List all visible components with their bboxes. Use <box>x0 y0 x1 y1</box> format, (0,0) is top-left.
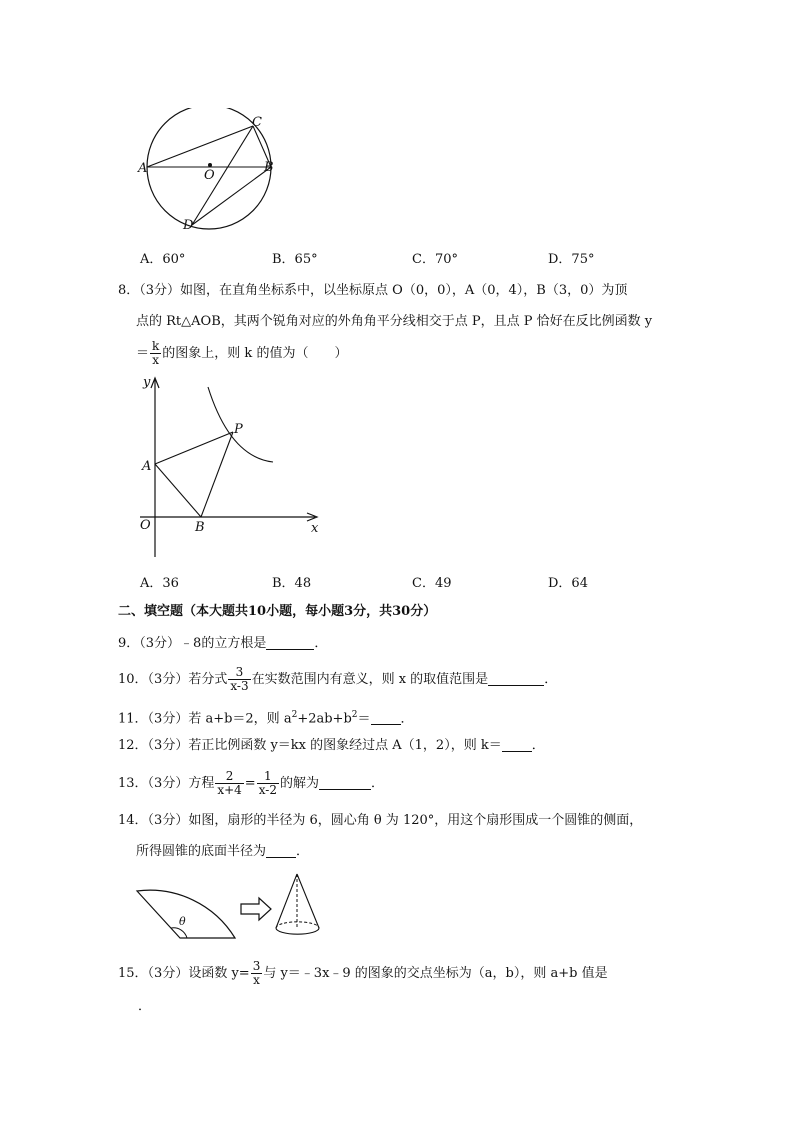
q8-segment-bp <box>201 432 233 517</box>
q14-sector <box>137 890 235 938</box>
q14-cone-left <box>276 874 297 928</box>
q15-line2: ． <box>138 999 152 1014</box>
q14-cone-base-front <box>276 928 319 934</box>
q8-segment-ap <box>155 432 233 464</box>
q11-exp1: 2 <box>291 710 298 720</box>
q7-label-c: C <box>252 115 262 130</box>
q8-label-y: y <box>143 375 151 390</box>
q8-label-a: A <box>142 459 152 474</box>
q13-frac1-den: x+4 <box>217 783 242 797</box>
q13-frac2-den: x-2 <box>258 783 277 797</box>
q8-fraction <box>150 340 161 367</box>
q10-end: ． <box>544 672 558 687</box>
q10-post: 在实数范围内有意义，则 x 的取值范围是 <box>251 672 489 687</box>
q14-sector-cone-figure <box>135 868 335 948</box>
q11-exp2: 2 <box>351 710 358 720</box>
q8-option-a: A．36 <box>140 576 179 591</box>
q13-frac1-num: 2 <box>215 770 243 784</box>
q7-center-dot <box>208 163 212 167</box>
q8-line2: 点的 Rt△AOB，其两个锐角对应的外角角平分线相交于点 P，且点 P 恰好在反比例函数 y <box>136 314 653 329</box>
q8-eq-sign: ＝ <box>136 346 150 361</box>
q11-mid2: ＝ <box>357 711 371 727</box>
q8-option-d: D．64 <box>548 576 588 591</box>
q10-frac-num: 3 <box>228 666 250 680</box>
q15-post: 与 y＝﹣3x﹣9 的图象的交点坐标为（a，b），则 a+b 值是 <box>263 966 608 981</box>
q11-mid1: +2ab+b <box>297 711 352 727</box>
q7-chord-ac <box>147 126 253 167</box>
q7-option-c: C．70° <box>412 252 458 267</box>
q11-blank <box>371 710 401 725</box>
q12-line <box>118 737 545 755</box>
q12-pre: 12．（3分）若正比例函数 y＝kx 的图象经过点 A（1，2），则 k＝ <box>118 738 502 753</box>
q7-circle-figure <box>130 108 290 238</box>
q13-post: 的解为 <box>279 776 319 791</box>
q10-frac-den: x-3 <box>230 679 249 693</box>
q9-line <box>118 635 327 653</box>
q10-blank <box>488 671 544 686</box>
q15-frac-den: x <box>253 973 260 987</box>
q14-theta-label: θ <box>179 915 186 928</box>
q8-frac-num: k <box>152 339 160 353</box>
q14-blank <box>266 843 296 858</box>
q9-blank <box>266 635 314 650</box>
q14-line2 <box>136 843 309 861</box>
q8-label-p: P <box>234 422 243 437</box>
q14-line1: 14．（3分）如图，扇形的半径为 6，圆心角 θ 为 120°，用这个扇形围成一个圆锥的侧面， <box>118 813 643 828</box>
q8-coordinate-figure <box>135 372 330 562</box>
q8-label-o: O <box>140 518 151 533</box>
q15-pre: 15．（3分）设函数 y= <box>118 966 250 981</box>
q7-label-b: B <box>264 160 274 175</box>
q8-option-b: B．48 <box>272 576 312 591</box>
q8-label-b: B <box>195 520 205 535</box>
q8-option-c: C．49 <box>412 576 452 591</box>
section2-title: 二、填空题（本大题共10小题，每小题3分，共30分） <box>118 604 437 619</box>
q13-pre: 13．（3分）方程 <box>118 776 215 791</box>
q7-label-o: O <box>204 168 215 183</box>
q12-end: ． <box>531 738 545 753</box>
q8-label-x: x <box>311 521 319 536</box>
q15-fraction <box>251 960 263 987</box>
q13-fraction-1 <box>215 770 243 797</box>
q11-pre: 11．（3分）若 a+b＝2，则 a <box>118 711 292 727</box>
q11-line <box>118 706 414 728</box>
q14-cone-right <box>297 874 319 928</box>
q7-label-d: D <box>183 218 194 233</box>
q8-frac-den: x <box>152 353 160 367</box>
q13-eq: = <box>244 776 256 791</box>
q7-option-b: B．65° <box>272 252 318 267</box>
q8-line3 <box>136 340 347 367</box>
q10-fraction <box>228 666 250 693</box>
q9-end: ． <box>314 636 328 651</box>
q7-option-a: A．60° <box>140 252 186 267</box>
q14-line2-text: 所得圆锥的底面半径为 <box>136 844 267 859</box>
q13-end: ． <box>370 776 384 791</box>
q10-pre: 10．（3分）若分式 <box>118 672 228 687</box>
q11-end: ． <box>400 711 414 727</box>
q15-frac-num: 3 <box>252 959 261 973</box>
q7-label-a: A <box>138 161 148 176</box>
q13-frac2-num: 1 <box>257 770 279 784</box>
q8-line1: 8．（3分）如图，在直角坐标系中，以坐标原点 O（0，0），A（0，4），B（3，0）为顶 <box>118 283 628 298</box>
q8-line3-text: 的图象上，则 k 的值为（ ） <box>162 346 348 361</box>
q13-line <box>118 770 384 797</box>
q15-line1 <box>118 960 608 987</box>
q14-end: ． <box>296 844 310 859</box>
q14-arrow <box>241 898 271 920</box>
q7-chord-cd <box>192 126 253 225</box>
q12-blank <box>502 737 532 752</box>
q13-blank <box>319 775 371 790</box>
q8-segment-ab <box>155 464 201 517</box>
q13-fraction-2 <box>257 770 279 797</box>
q7-option-d: D．75° <box>548 252 595 267</box>
q10-line <box>118 666 557 693</box>
q9-text: 9．（3分）﹣8的立方根是 <box>118 636 267 651</box>
